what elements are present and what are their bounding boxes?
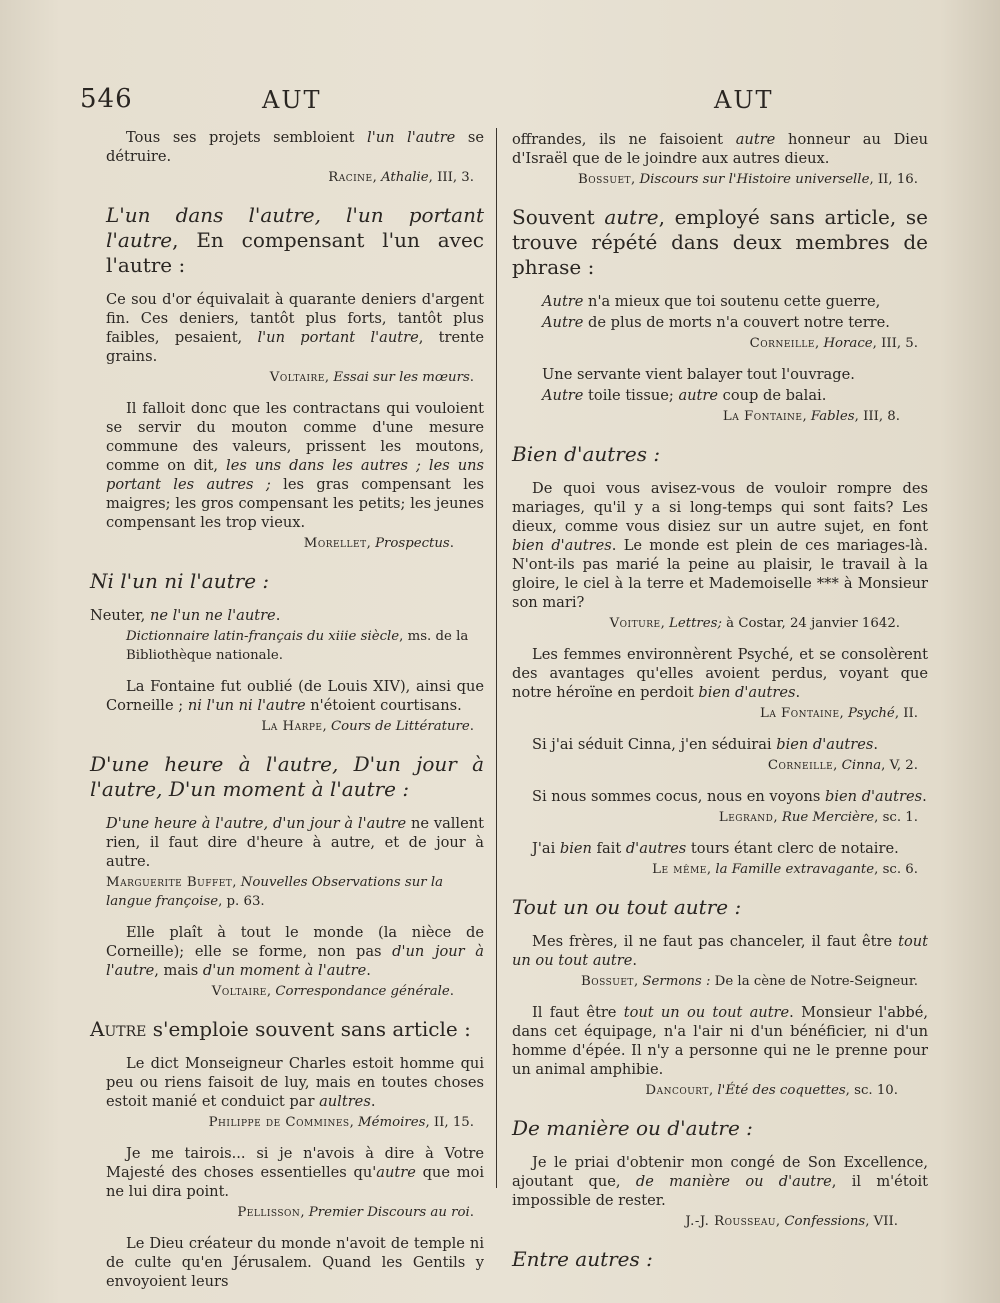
left-column	[90, 128, 485, 1293]
right-column	[512, 130, 928, 1284]
section-heading: Autre s'emploie souvent sans article :	[90, 1017, 471, 1041]
citation: La Fontaine, Psyché, II.	[759, 706, 918, 721]
page-number: 546	[80, 84, 133, 114]
quote: La Fontaine fut oublié (de Louis XIV), ainsi que Corneille ; ni l'un ni l'autre n'étoient courtisans.	[106, 678, 484, 714]
verse-line: Autre n'a mieux que toi soutenu cette guerre,	[542, 293, 881, 310]
citation: Racine, Athalie, III, 3.	[328, 170, 474, 185]
quote: Elle plaît à tout le monde (la nièce de Corneille); elle se forme, non pas d'un jour à l'autre, mais d'un moment à l'autre.	[106, 924, 484, 979]
citation: Bossuet, Discours sur l'Histoire universelle, II, 16.	[578, 172, 918, 187]
quote: Si nous sommes cocus, nous en voyons bien d'autres.	[532, 788, 927, 805]
quote: Le dict Monseigneur Charles estoit homme qui peu ou riens faisoit de luy, mais en toutes choses estoit manié et conduict par aultres.	[106, 1055, 484, 1110]
citation: Voltaire, Essai sur les mœurs.	[269, 370, 474, 385]
section-heading: Ni l'un ni l'autre :	[90, 569, 270, 593]
citation: Corneille, Cinna, V, 2.	[767, 758, 918, 773]
citation: Voltaire, Correspondance générale.	[211, 984, 454, 999]
quote: Le Dieu créateur du monde n'avoit de temple ni de culte qu'en Jérusalem. Quand les Gentils y envoyoient leurs	[106, 1235, 484, 1290]
quote: Si j'ai séduit Cinna, j'en séduirai bien d'autres.	[532, 736, 878, 753]
column-divider	[496, 128, 497, 1188]
citation: Dictionnaire latin-français du xiiie siècle, ms. de la Bibliothèque nationale.	[126, 629, 469, 663]
running-head-right: AUT	[714, 86, 774, 114]
citation: La Fontaine, Fables, III, 8.	[722, 409, 900, 424]
section-heading: Entre autres :	[512, 1247, 653, 1271]
section-heading: Souvent autre, employé sans article, se trouve répété dans deux membres de phrase :	[512, 205, 928, 279]
citation: Philippe de Commines, Mémoires, II, 15.	[208, 1115, 474, 1130]
citation: Morellet, Prospectus.	[303, 536, 454, 551]
section-heading: Tout un ou tout autre :	[512, 895, 742, 919]
quote: Je me tairois... si je n'avois à dire à Votre Majesté des choses essentielles qu'autre que moi ne lui dira point.	[106, 1145, 485, 1200]
quote: Je le priai d'obtenir mon congé de Son Excellence, ajoutant que, de manière ou d'autre, il m'étoit impossible de rester.	[512, 1154, 929, 1209]
section-heading: L'un dans l'autre, l'un portant l'autre, En compensant l'un avec l'autre :	[106, 203, 484, 277]
citation: Voiture, Lettres; à Costar, 24 janvier 1642.	[609, 616, 900, 631]
quote: Il faut être tout un ou tout autre. Monsieur l'abbé, dans cet équipage, n'a l'air ni d'un bénéficier, ni d'un homme d'épée. Il n'y a personne qui ne le prenne pour un animal amphibie.	[512, 1004, 928, 1078]
verse-line: Une servante vient balayer tout l'ouvrage.	[542, 366, 855, 383]
quote: Neuter, ne l'un ne l'autre.	[90, 607, 281, 624]
citation: Corneille, Horace, III, 5.	[749, 336, 918, 351]
quote: J'ai bien fait d'autres tours étant clerc de notaire.	[532, 840, 899, 857]
quote: offrandes, ils ne faisoient autre honneur au Dieu d'Israël que de le joindre aux autres dieux.	[512, 131, 928, 167]
quote: Les femmes environnèrent Psyché, et se consolèrent des avantages qu'elles avoient perdus, voyant que notre héroïne en perdoit bien d'autres.	[512, 646, 928, 701]
section-heading: D'une heure à l'autre, D'un jour à l'autre, D'un moment à l'autre :	[90, 752, 484, 801]
section-heading: Bien d'autres :	[512, 442, 661, 466]
citation: Pellisson, Premier Discours au roi.	[237, 1205, 474, 1220]
quote: De quoi vous avisez-vous de vouloir rompre des mariages, qu'il y a si long-temps qui sont faits? Les dieux, comme vous disiez sur un autre sujet, en font bien d'autres. Le monde est plein de ces mariages-là. N'ont-ils pas marié la peine au plaisir, le travail à la gloire, le ciel à la terre et Mademoiselle *** à Monsieur son mari?	[512, 480, 929, 611]
quote: Il falloit donc que les contractans qui vouloient se servir du mouton comme d'une mesure commune des valeurs, prissent les moutons, comme on dit, les uns dans les autres ; les uns portant les autres ; les gras compensant les maigres; les gros compensant les petits; les jeunes compensant les trop vieux.	[106, 400, 485, 531]
citation: J.-J. Rousseau, Confessions, VII.	[685, 1214, 898, 1229]
verse-line: Autre toile tissue; autre coup de balai.	[542, 387, 827, 404]
section-heading: De manière ou d'autre :	[512, 1116, 753, 1140]
quote: Mes frères, il ne faut pas chanceler, il faut être tout un ou tout autre.	[512, 933, 928, 969]
citation: Marguerite Buffet, Nouvelles Observations sur la langue françoise, p. 63.	[106, 875, 444, 909]
citation: Le même, la Famille extravagante, sc. 6.	[652, 862, 918, 877]
citation: Bossuet, Sermons : De la cène de Notre-Seigneur.	[580, 974, 918, 989]
quote: Ce sou d'or équivalait à quarante deniers d'argent fin. Ces deniers, tantôt plus forts, tantôt plus faibles, pesaient, l'un portant l'autre, trente grains.	[106, 291, 485, 365]
citation: Dancourt, l'Été des coquettes, sc. 10.	[645, 1083, 898, 1098]
citation: La Harpe, Cours de Littérature.	[261, 719, 474, 734]
quote: Tous ses projets sembloient l'un l'autre se détruire.	[106, 129, 485, 165]
citation: Legrand, Rue Mercière, sc. 1.	[718, 810, 918, 825]
verse-line: Autre de plus de morts n'a couvert notre terre.	[542, 314, 890, 331]
quote: D'une heure à l'autre, d'un jour à l'autre ne vallent rien, il faut dire d'heure à autre, et de jour à autre.	[106, 815, 485, 870]
running-head-left: AUT	[262, 86, 322, 114]
